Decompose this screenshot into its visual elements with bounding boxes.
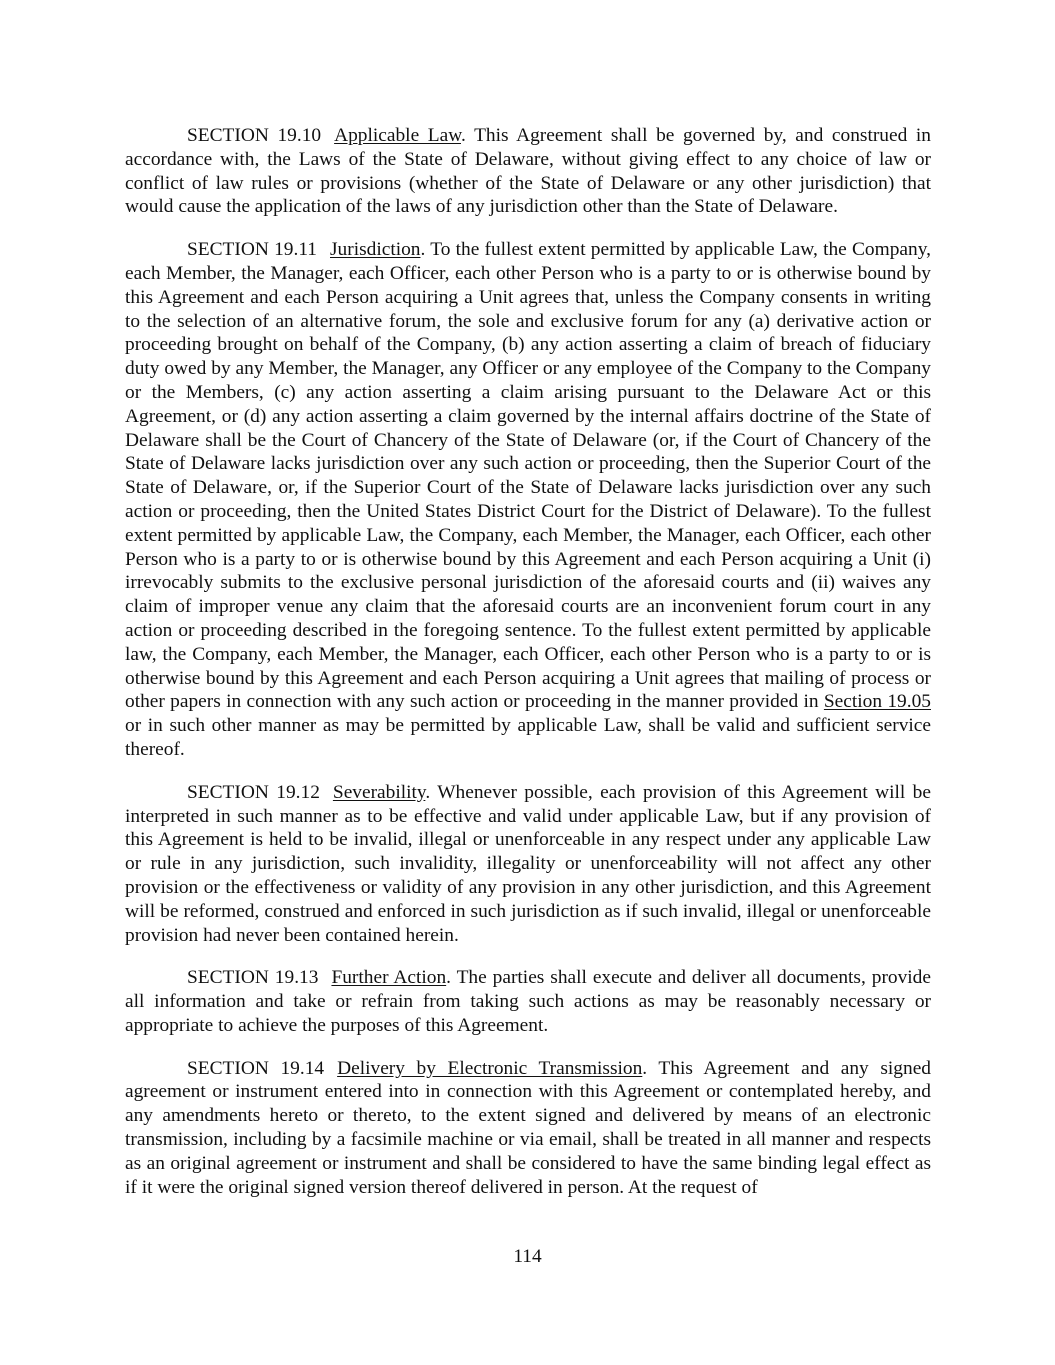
section-heading: Severability [332,781,426,803]
section-heading: Delivery by Electronic Transmission [337,1057,643,1079]
section-body-continued: or in such other manner as may be permitted by applicable Law, shall be valid and sufficient service thereof. [125,715,931,760]
section-19-11 [125,238,931,762]
section-body: . To the fullest extent permitted by applicable Law, the Company, each Member, the Manager, each Officer, each other Person who is a party to or is otherwise bound by this Agreement and each Person acquiring a Unit agrees that, unless the Company consents in writing to the selection of an alternative forum, the sole and exclusive forum for any (a) derivative action or proceeding brought on behalf of the Company, (b) any action asserting a claim of breach of fiduciary duty owed by any Member, the Manager, any Officer or any employee of the Company to the Company or the Members, (c) any action asserting a claim arising pursuant to the Delaware Act or this Agreement, or (d) any action asserting a claim governed by the internal affairs doctrine of the State of Delaware shall be the Court of Chancery of the State of Delaware (or, if the Court of Chancery of the State of Delaware lacks jurisdiction over any such action or proceeding, then the Superior Court of the State of Delaware, or, if the Superior Court of the State of Delaware lacks jurisdiction over any such action or proceeding, then the United States District Court for the District of Delaware). To the fullest extent permitted by applicable Law, the Company, each Member, the Manager, each Officer, each other Person who is a party to or is otherwise bound by this Agreement and each Person acquiring a Unit (i) irrevocably submits to the exclusive personal jurisdiction of the aforesaid courts and (ii) waives any claim of improper venue any claim that the aforesaid courts are an inconvenient forum court in any action or proceeding described in the foregoing sentence. To the fullest extent permitted by applicable law, the Company, each Member, the Manager, each Officer, each other Person who is a party to or is otherwise bound by this Agreement and each Person acquiring a Unit agrees that mailing of process or other papers in connection with any such action or proceeding in the manner provided in [125,239,931,713]
page-number: 114 [513,1246,542,1267]
section-19-14 [125,1057,931,1200]
section-body: . This Agreement shall be governed by, and construed in accordance with, the Laws of the State of Delaware, without giving effect to any choice of law or conflict of law rules or provisions (whether of the State of Delaware or any other jurisdiction) that would cause the application of the laws of any jurisdiction other than the State of Delaware. [125,125,931,218]
section-heading: Further Action [331,967,447,989]
section-19-13 [125,966,931,1037]
section-number: SECTION 19.13 [187,967,319,989]
section-number: SECTION 19.14 [187,1057,325,1079]
section-number: SECTION 19.10 [187,125,322,146]
section-heading: Jurisdiction [330,239,421,261]
section-cross-reference: Section 19.05 [823,691,931,713]
document-page [125,124,931,1218]
section-number: SECTION 19.12 [187,781,320,803]
section-19-10 [125,124,931,219]
section-body: . The parties shall execute and deliver all documents, provide all information and take or refrain from taking such actions as may be reasonably necessary or appropriate to achieve the purposes of this Agreement. [125,967,931,1036]
section-body: . Whenever possible, each provision of this Agreement will be interpreted in such manner as to be effective and valid under applicable Law, but if any provision of this Agreement is held to be invalid, illegal or unenforceable in any respect under any applicable Law or rule in any jurisdiction, such invalidity, illegality or unenforceability will not affect any other provision or the effectiveness or validity of any provision in any other jurisdiction, and this Agreement will be reformed, construed and enforced in such jurisdiction as if such invalid, illegal or unenforceable provision had never been contained herein. [125,781,931,946]
section-body: . This Agreement and any signed agreement or instrument entered into in connection with this Agreement or contemplated hereby, and any amendments hereto or thereto, to the extent signed and delivered by means of an electronic transmission, including by a facsimile machine or via email, shall be treated in all manner and respects as an original agreement or instrument and shall be considered to have the same binding legal effect as if it were the original signed version thereof delivered in person. At the request of [125,1057,931,1198]
section-number: SECTION 19.11 [187,239,317,261]
section-19-12 [125,781,931,948]
section-heading: Applicable Law [334,125,461,146]
